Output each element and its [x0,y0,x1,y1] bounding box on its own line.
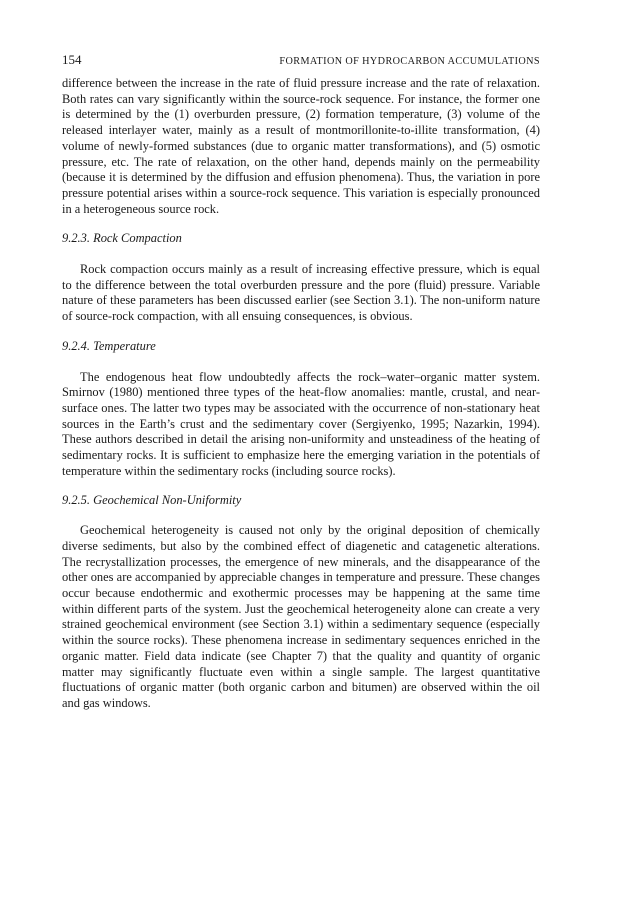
book-page [62,52,540,712]
paragraph-continuation: difference between the increase in the rate of fluid pressure increase and the rate of relaxation. Both rates can vary significantly within the source-rock sequence. For instance, the former one is determined by the (1) overburden pressure, (2) formation temperature, (3) volume of the released interlayer water, mainly as a result of montmorillonite-to-illite transformation, (4) volume of newly-formed substances (due to organic matter transformations), and (5) osmotic pressure, etc. The rate of relaxation, on the other hand, depends mainly on the permeability (because it is determined by the diffusion and effusion phenomena). Thus, the variation in pore pressure potential arises within a source-rock sequence. This variation is especially pronounced in a heterogeneous source rock. [62,76,540,216]
paragraph-temperature: The endogenous heat flow undoubtedly affects the rock–water–organic matter system. Smirnov (1980) mentioned three types of the heat-flow anomalies: mantle, crustal, and near-surface ones. The latter two types may be associated with the occurrence of non-stationary heat sources in the Earth’s crust and the sedimentary cover (Sergiyenko, 1995; Nazarkin, 1994). These authors described in detail the arising non-uniformity and unsteadiness of the heating of sedimentary rocks. It is sufficient to emphasize here the emerging variation in the potentials of temperature within the sedimentary rocks (including source rocks). [62,369,540,478]
running-header [62,52,540,74]
section-heading-rock-compaction: 9.2.3. Rock Compaction [62,231,182,246]
page-number: 154 [62,52,82,67]
paragraph-rock-compaction: Rock compaction occurs mainly as a result of increasing effective pressure, which is equal to the difference between the total overburden pressure and the pore (fluid) pressure. Variable nature of these parameters has been discussed earlier (see Section 3.1). The non-uniform nature of source-rock compaction, with all ensuing consequences, is obvious. [62,262,540,324]
section-heading-geochemical-non-uniformity: 9.2.5. Geochemical Non-Uniformity [62,493,242,508]
section-heading-temperature: 9.2.4. Temperature [62,338,156,353]
running-title: FORMATION OF HYDROCARBON ACCUMULATIONS [279,56,540,67]
paragraph-geochemical-non-uniformity: Geochemical heterogeneity is caused not only by the original deposition of chemically diverse sediments, but also by the combined effect of diagenetic and catagenetic alterations. The recrystallization processes, the emergence of new minerals, and the disappearance of the other ones are accompanied by appreciable changes in temperature and pressure. These changes occur because endothermic and exothermic processes may be happening at the same time within different parts of the system. Just the geochemical heterogeneity alone can create a very strained geochemical environment (see Section 3.1) within a sedimentary sequence (especially within the source rocks). These phenomena increase in sedimentary sequences enriched in the organic matter. Field data indicate (see Chapter 7) that the quality and quantity of organic matter may significantly fluctuate even within a single sample. The largest quantitative fluctuations of organic matter (both organic carbon and bitumen) are observed within the oil and gas windows. [62,523,540,710]
